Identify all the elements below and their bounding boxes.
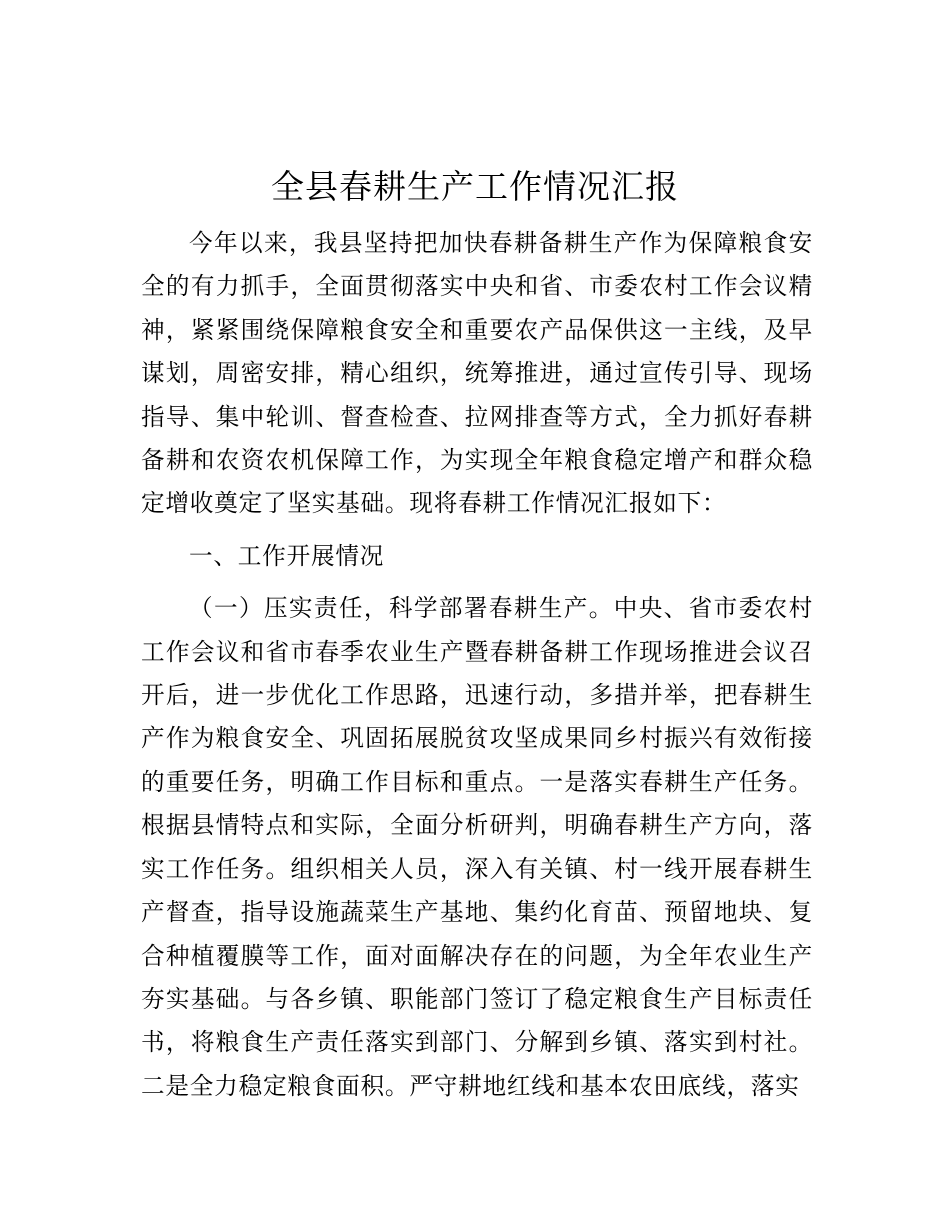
document-body [141,222,813,1108]
document-title: 全县春耕生产工作情况汇报 [271,167,679,206]
section-paragraph: （一）压实责任，科学部署春耕生产。中央、省市委农村工作会议和省市春季农业生产暨春耕备耕工作现场推进会议召开后，进一步优化工作思路，迅速行动，多措并举，把春耕生产作为粮食安全、巩固拓展脱贫攻坚成果同乡村振兴有效衔接的重要任务，明确工作目标和重点。一是落实春耕生产任务。根据县情特点和实际，全面分析研判，明确春耕生产方向，落实工作任务。组织相关人员，深入有关镇、村一线开展春耕生产督查，指导设施蔬菜生产基地、集约化育苗、预留地块、复合种植覆膜等工作，面对面解决存在的问题，为全年农业生产夯实基础。与各乡镇、职能部门签订了稳定粮食生产目标责任书，将粮食生产责任落实到部门、分解到乡镇、落实到村社。二是全力稳定粮食面积。严守耕地红线和基本农田底线，落实 [141,594,813,1100]
section-heading: 一、工作开展情况 [189,541,385,570]
intro-paragraph: 今年以来，我县坚持把加快春耕备耕生产作为保障粮食安全的有力抓手，全面贯彻落实中央和省、市委农村工作会议精神，紧紧围绕保障粮食安全和重要农产品保供这一主线，及早谋划，周密安排，精心组织，统筹推进，通过宣传引导、现场指导、集中轮训、督查检查、拉网排查等方式，全力抓好春耕备耕和农资农机保障工作，为实现全年粮食稳定增产和群众稳定增收奠定了坚实基础。现将春耕工作情况汇报如下： [141,229,813,518]
